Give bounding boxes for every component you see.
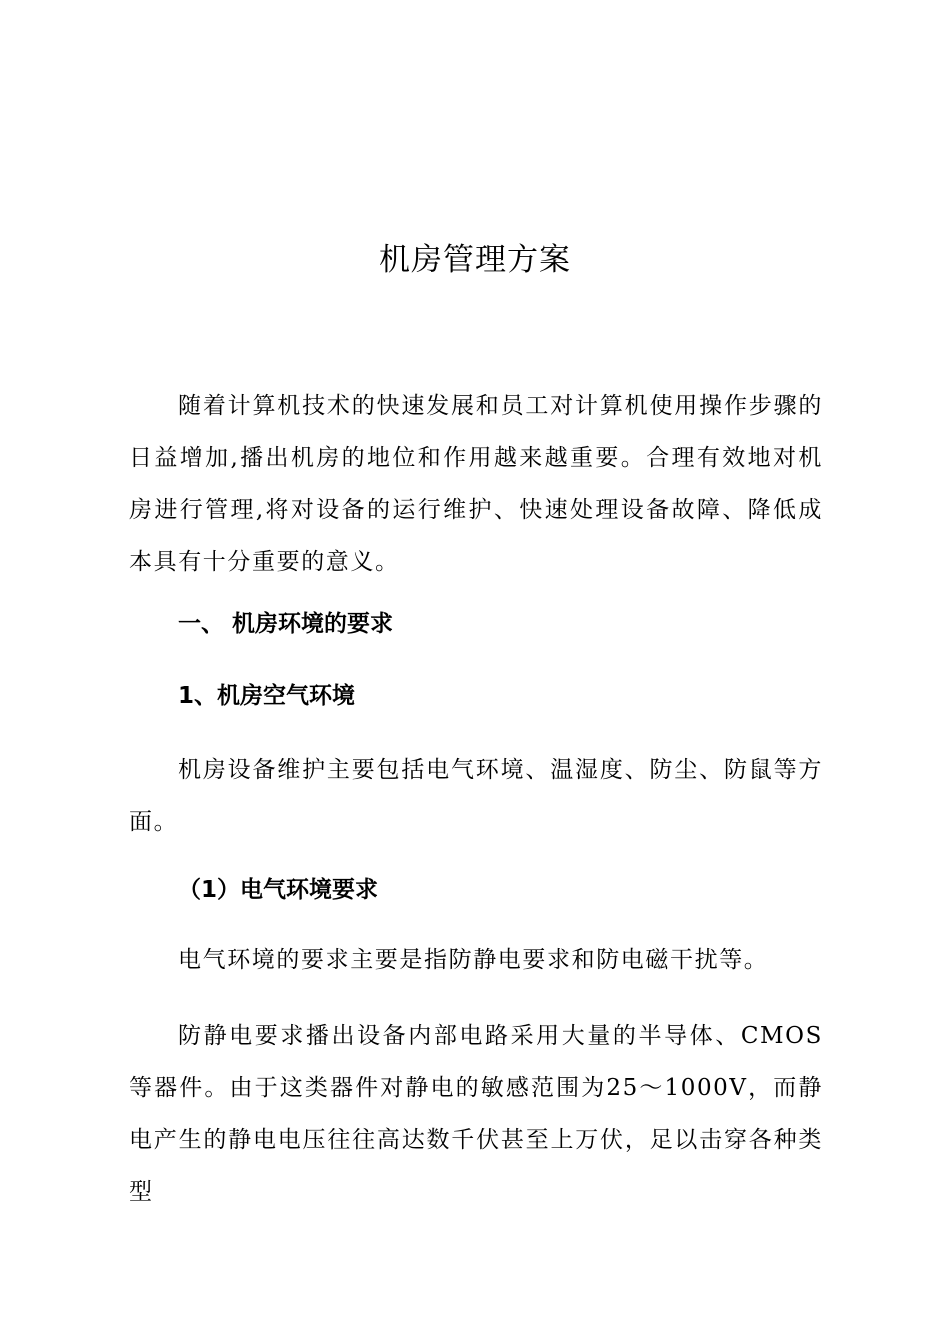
air-environment-paragraph: 机房设备维护主要包括电气环境、温湿度、防尘、防鼠等方面。: [129, 757, 823, 835]
document-title: 机房管理方案: [379, 242, 571, 278]
electrical-requirements-heading: （1）电气环境要求: [178, 877, 379, 903]
subsection-heading-air-environment: 1、机房空气环境: [178, 683, 356, 709]
intro-paragraph: 随着计算机技术的快速发展和员工对计算机使用操作步骤的日益增加,播出机房的地位和作用越来越重要。合理有效地对机房进行管理,将对设备的运行维护、快速处理设备故障、降低成本具有十分重要的意义。: [129, 393, 823, 575]
antistatic-paragraph: 防静电要求播出设备内部电路采用大量的半导体、CMOS等器件。由于这类器件对静电的敏感范围为25～1000V，而静电产生的静电电压往往高达数千伏甚至上万伏，足以击穿各种类型: [129, 1023, 823, 1205]
section-heading-room-environment: 一、 机房环境的要求: [178, 611, 394, 637]
electrical-requirements-paragraph: 电气环境的要求主要是指防静电要求和防电磁干扰等。: [178, 947, 769, 973]
